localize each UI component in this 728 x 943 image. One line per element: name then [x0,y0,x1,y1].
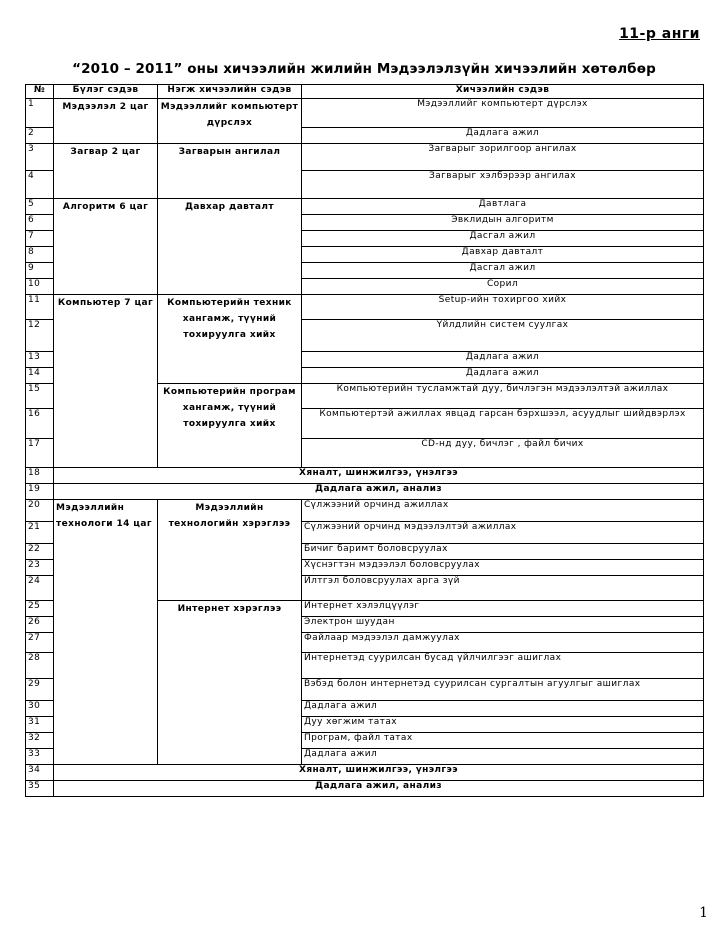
row-number: 5 [26,199,54,215]
topic-cell: Интернет хэлэлцүүлэг [302,601,704,617]
row-number: 7 [26,231,54,247]
topic-cell: Дасгал ажил [302,263,704,279]
row-number: 16 [26,409,54,439]
row-number: 10 [26,279,54,295]
topic-cell: Бичиг баримт боловсруулах [302,544,704,560]
row-number: 4 [26,171,54,199]
row-number: 14 [26,368,54,384]
topic-cell: Сүлжээний орчинд мэдээлэлтэй ажиллах [302,522,704,544]
column-header-topic: Хичээлийн сэдэв [302,85,704,99]
topic-cell: Үйлдлийн систем суулгах [302,320,704,352]
document-title: “2010 – 2011” оны хичээлийн жилийн Мэдээлэлзүйн хичээлийн хөтөлбөр [72,61,656,77]
table-header-row [26,85,704,99]
row-number: 1 [26,99,54,128]
topic-cell: Дасгал ажил [302,231,704,247]
row-number: 6 [26,215,54,231]
row-number: 9 [26,263,54,279]
row-number: 28 [26,653,54,679]
unit-cell: Интернет хэрэглээ [158,601,302,765]
topic-cell: Дадлага ажил [302,128,704,144]
topic-cell: Сорил [302,279,704,295]
column-header-number: № [26,85,54,99]
column-header-chapter: Бүлэг сэдэв [54,85,158,99]
topic-cell: Хяналт, шинжилгээ, үнэлгээ [54,765,704,781]
table-row [26,99,704,128]
row-number: 21 [26,522,54,544]
row-number: 17 [26,439,54,468]
topic-cell: Вэбэд болон интернетэд суурилсан сургалтын агуулгыг ашиглах [302,679,704,701]
page-number: 1 [699,905,708,921]
row-number: 18 [26,468,54,484]
topic-cell: Дадлага ажил [302,368,704,384]
row-number: 20 [26,500,54,522]
row-number: 23 [26,560,54,576]
table-row [26,484,704,500]
table-row [26,765,704,781]
topic-cell: Загварыг хэлбэрээр ангилах [302,171,704,199]
topic-cell: Дуу хөгжим татах [302,717,704,733]
row-number: 15 [26,384,54,409]
unit-cell: Мэдээллийг компьютерт дүрслэх [158,99,302,144]
row-number: 13 [26,352,54,368]
table-row [26,781,704,797]
row-number: 22 [26,544,54,560]
chapter-cell: Загвар 2 цаг [54,144,158,199]
unit-cell: Загварын ангилал [158,144,302,199]
row-number: 2 [26,128,54,144]
topic-cell: CD-нд дуу, бичлэг , файл бичих [302,439,704,468]
topic-cell: Илтгэл боловсруулах арга зүй [302,576,704,601]
table-row [26,144,704,171]
row-number: 30 [26,701,54,717]
topic-cell: Setup-ийн тохиргоо хийх [302,295,704,320]
topic-cell: Давтлага [302,199,704,215]
row-number: 24 [26,576,54,601]
topic-cell: Загварыг зорилгоор ангилах [302,144,704,171]
table-row [26,468,704,484]
topic-cell: Электрон шуудан [302,617,704,633]
topic-cell: Дадлага ажил [302,701,704,717]
topic-cell: Мэдээллийг компьютерт дүрслэх [302,99,704,128]
chapter-cell: Мэдээлэл 2 цаг [54,99,158,144]
topic-cell: Эвклидын алгоритм [302,215,704,231]
unit-cell: Компьютерийн програм хангамж, түүний тохируулга хийх [158,384,302,468]
curriculum-table [25,84,704,797]
topic-cell: Дадлага ажил, анализ [54,781,704,797]
unit-cell: Компьютерийн техник хангамж, түүний тохируулга хийх [158,295,302,384]
table-row [26,500,704,522]
topic-cell: Програм, файл татах [302,733,704,749]
row-number: 19 [26,484,54,500]
column-header-unit: Нэгж хичээлийн сэдэв [158,85,302,99]
unit-cell: Давхар давталт [158,199,302,295]
unit-cell: Мэдээллийн технологийн хэрэглээ [158,500,302,601]
topic-cell: Дадлага ажил [302,352,704,368]
row-number: 34 [26,765,54,781]
table-row [26,199,704,215]
row-number: 3 [26,144,54,171]
topic-cell: Компьютерийн тусламжтай дуу, бичлэгэн мэдээлэлтэй ажиллах [302,384,704,409]
chapter-cell: Компьютер 7 цаг [54,295,158,468]
row-number: 33 [26,749,54,765]
topic-cell: Хяналт, шинжилгээ, үнэлгээ [54,468,704,484]
topic-cell: Интернетэд суурилсан бусад үйлчилгээг ашиглах [302,653,704,679]
chapter-cell: Алгоритм 6 цаг [54,199,158,295]
topic-cell: Давхар давталт [302,247,704,263]
topic-cell: Дадлага ажил [302,749,704,765]
row-number: 31 [26,717,54,733]
row-number: 32 [26,733,54,749]
row-number: 11 [26,295,54,320]
row-number: 27 [26,633,54,653]
topic-cell: Файлаар мэдээлэл дамжуулах [302,633,704,653]
row-number: 8 [26,247,54,263]
topic-cell: Хүснэгтэн мэдээлэл боловсруулах [302,560,704,576]
table-row [26,295,704,320]
topic-cell: Компьютертэй ажиллах явцад гарсан бэрхшээл, асуудлыг шийдвэрлэх [302,409,704,439]
row-number: 26 [26,617,54,633]
chapter-cell: Мэдээллийн технологи 14 цаг [54,500,158,765]
topic-cell: Дадлага ажил, анализ [54,484,704,500]
row-number: 35 [26,781,54,797]
row-number: 29 [26,679,54,701]
grade-label: 11-р анги [619,26,700,42]
row-number: 12 [26,320,54,352]
topic-cell: Сүлжээний орчинд ажиллах [302,500,704,522]
row-number: 25 [26,601,54,617]
